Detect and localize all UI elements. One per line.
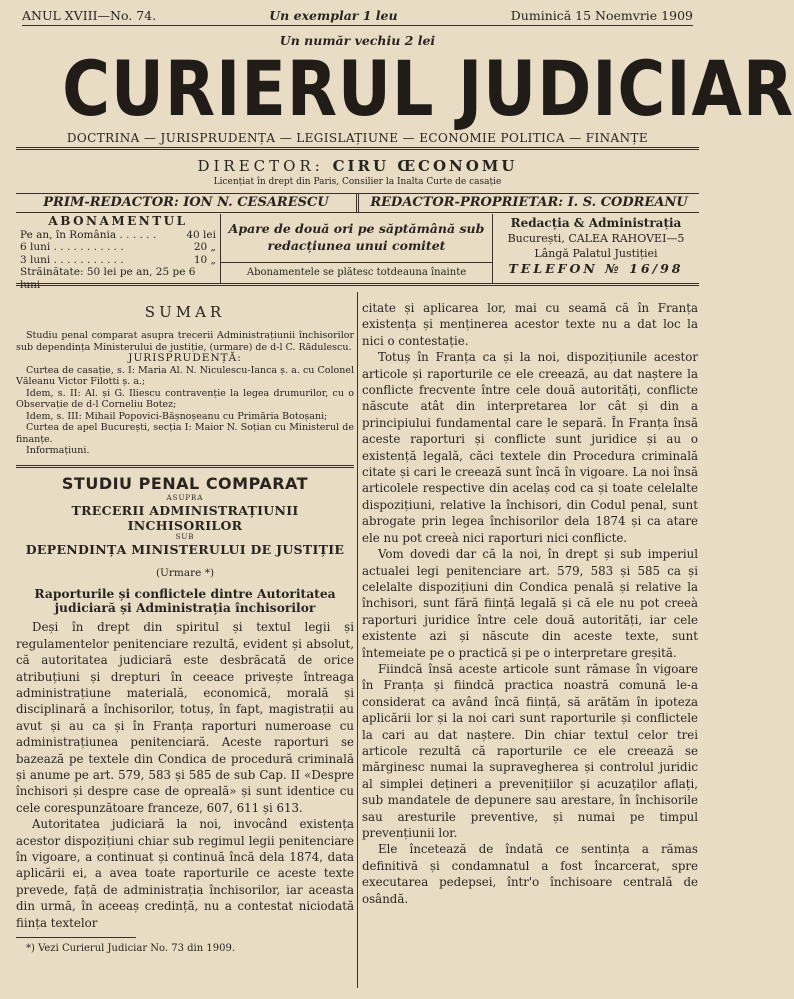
summary-item: Curtea de casație, s. I: Maria Al. N. Niculescu-Ianca ș. a. cu Colonel Văleanu Victor Filotti ș. a.; (16, 364, 354, 388)
masthead-title: CURIERUL JUDICIAR (62, 44, 794, 133)
subscription-prices (16, 214, 221, 291)
summary-item: Studiu penal comparat asupra trecerii Administrațiunii închisorilor sub dependința Ministerului de justiție, (urmare) de d-l C. Rădulescu. (16, 330, 354, 353)
old-issue-price: Un număr vechiu 2 lei (279, 33, 436, 48)
article-paragraph: Autoritatea judiciară la noi, invocând existența acestor dispozițiuni chiar sub regimul legii penitenciare în vigoare, a continuat și continuă încă dela 1874, data aplicării ei, a avea toate raporturile ce aceste texte prevede, față de administrația închisorilor, iar aceasta din urmă, în aceeaș credință, nu a contestat niciodată ființa textelor (16, 817, 354, 930)
article-paragraph: Fiindcă însă aceste articole sunt rămase în vigoare în Franța și fiindcă practica noastră comună le-a considerat ca având încă ființă, să arătăm în ipoteza aplicării lor și la noi cari sunt raporturile și conflictele la cari au dat naștere. Din chiar textul celor trei articole rezultă că raporturile ce ele creează se mărginesc numai la supravegherea și controlul juridic al simplei dețineri a prevenițiilor și acuzaților aflați, sub mandatele de depunere sau arestare, în închisorile sau aresturile preventive, și numai pe timpul prevențiunii lor. (362, 661, 698, 840)
tagline: DOCTRINA — JURISPRUDENȚA — LEGISLAȚIUNE — ECONOMIE POLITICA — FINANȚE (16, 131, 699, 150)
summary-title: SUMAR (144, 303, 226, 321)
article-connector: ASUPRA (166, 493, 204, 502)
publication-frequency: Apare de două ori pe săptămână sub redacțiunea unui comitet (221, 214, 492, 263)
office-landmark: Lângă Palatul Justiției (534, 247, 658, 260)
price-row (20, 254, 216, 267)
summary-item: Idem, s. III: Mihail Popovici-Bășnoșeanu cu Primăria Botoșani; (26, 410, 328, 422)
price-value: 10 „ (193, 253, 216, 266)
article-title: STUDIU PENAL COMPARAT (61, 473, 309, 493)
issue-number: ANUL XVIII—No. 74. (22, 8, 157, 23)
subscription-title: ABONAMENTUL (48, 214, 188, 228)
price-row (20, 229, 216, 242)
publication-info (221, 214, 493, 283)
price-label: 3 luni . . . . . . . . . . . (20, 253, 124, 266)
article-paragraph: Ele încetează de îndată ce sentința a rămas definitivă și condamnatul a fost încarcerat, spre executarea pedepsei, într'o închisoare centrală de osândă. (362, 842, 698, 906)
article-paragraph: citate și aplicarea lor, mai cu seamă că în Franța existența și menținerea acestor texte nu a dat loc la nici o contestație. (362, 301, 698, 348)
editors-bar (16, 193, 699, 213)
director-name: CIRU ŒCONOMU (332, 157, 518, 175)
footnote: *) Vezi Curierul Judiciar No. 73 din 1909. (26, 943, 236, 955)
telephone: TELEFON № 16/98 (508, 261, 684, 276)
office-title: Redacția & Administrația (510, 216, 682, 230)
summary-item: Idem, s. II: Al. și G. Iliescu contravenție la legea drumurilor, cu o Observație de d-l Corneliu Botez; (16, 387, 354, 411)
price-value: 20 „ (193, 241, 216, 253)
article-paragraph: Totuș în Franța ca și la noi, dispozițiunile acestor articole și raporturile ce ele creează, au dat naștere la conflicte frecvente între cele două autorități, conflicte născute atât din interpretarea lor cât și din a principiului fundamental care le separă. În Franța însă aceste raporturi și conflicte sunt juridice și au o existență legală, căci textele din Procedura criminală citate și cari le creează sunt încă în vigoare. La noi însă articolele respective din acelaș cod ca și toate celelalte dispozițiuni, relative la închisori, din Codul penal, sunt abrogate prin legea închisorilor dela 1874 și ca atare ele nu pot creeà nici raporturi nici conflicte. (362, 350, 698, 545)
director-label: DIRECTOR: (197, 157, 324, 175)
article-subtitle: TRECERII ADMINISTRAȚIUNII INCHISORILOR (71, 502, 299, 533)
column-divider (357, 292, 358, 988)
summary-item: Curtea de apel București, secția I: Maior N. Soțian cu Ministerul de finanțe. (16, 422, 354, 445)
redactor-proprietar: REDACTOR-PROPRIETAR: I. S. CODREANU (370, 195, 688, 210)
article-subtitle: DEPENDINȚA MINISTERULUI DE JUSTIȚIE (25, 541, 345, 557)
article-connector: SUB (175, 532, 195, 541)
office-address: București, CALEA RAHOVEI—5 (507, 232, 685, 245)
article-paragraph: Deși în drept din spiritul și textul legii și regulamentelor penitenciare rezultă, evident și absolut, că autoritatea judiciară este desbrăcată de orice atribuțiuni și drepturi în ceeace privește întreaga administrațiune materială, economică, morală și disciplinară a închisorilor, totuș, în fapt, magistrații au avut și au ca și în Franța raporturi numeroase cu administrațiunea penitenciară. Aceste raporturi se bazează pe textele din Condica de procedură criminală și anume pe art. 579, 583 și 585 de sub Cap. II «Despre închisori și despre case de opreală» și sunt identice cu cele corespunzătoare franceze, 607, 611 și 613. (16, 620, 354, 815)
right-column (362, 300, 698, 907)
price-label: 6 luni . . . . . . . . . . . (20, 241, 124, 253)
director-credentials: Licențiat în drept din Paris, Consilier la Inalta Curte de casație (213, 177, 502, 187)
price-value: 40 lei (186, 228, 216, 241)
director-line (0, 157, 715, 175)
summary-list (16, 330, 354, 457)
prim-redactor: PRIM-REDACTOR: ION N. CESARESCU (16, 194, 359, 212)
abroad-price: Străinătate: 50 lei pe an, 25 pe 6 luni (20, 266, 196, 291)
section-heading: Raporturile și conflictele dintre Autoritatea judiciară și Administrația închisorilor (34, 586, 336, 616)
continuation-note: (Urmare *) (155, 566, 215, 579)
section-rule (16, 465, 354, 468)
issue-price: Un exemplar 1 leu (269, 8, 398, 23)
summary-item: Informațiuni. (26, 445, 90, 457)
left-column (16, 292, 354, 957)
top-info-line (22, 8, 693, 26)
price-label: Pe an, în România . . . . . . (20, 228, 157, 241)
editorial-office (493, 214, 699, 283)
summary-section: JURISPRUDENȚĂ: (128, 352, 242, 365)
footnote-rule (16, 937, 136, 938)
price-row (20, 241, 216, 254)
payment-note: Abonamentele se plătesc totdeauna înainte (246, 267, 467, 278)
article-paragraph: Vom dovedi dar că la noi, în drept și sub imperiul actualei legi penitenciare art. 579, 583 și 585 ca și celelalte dispozițiuni din Condica penală și relative la închisori, sunt fără ființă legală și că ele nu pot creeà raporturi juridice între cele două autorități, iar cele existente azi și născute din aceste texte, sunt întemeiate pe o practică și pe o interpretare greșită. (362, 547, 698, 660)
subscription-box (16, 214, 699, 291)
issue-date: Duminică 15 Noemvrie 1909 (510, 8, 693, 23)
